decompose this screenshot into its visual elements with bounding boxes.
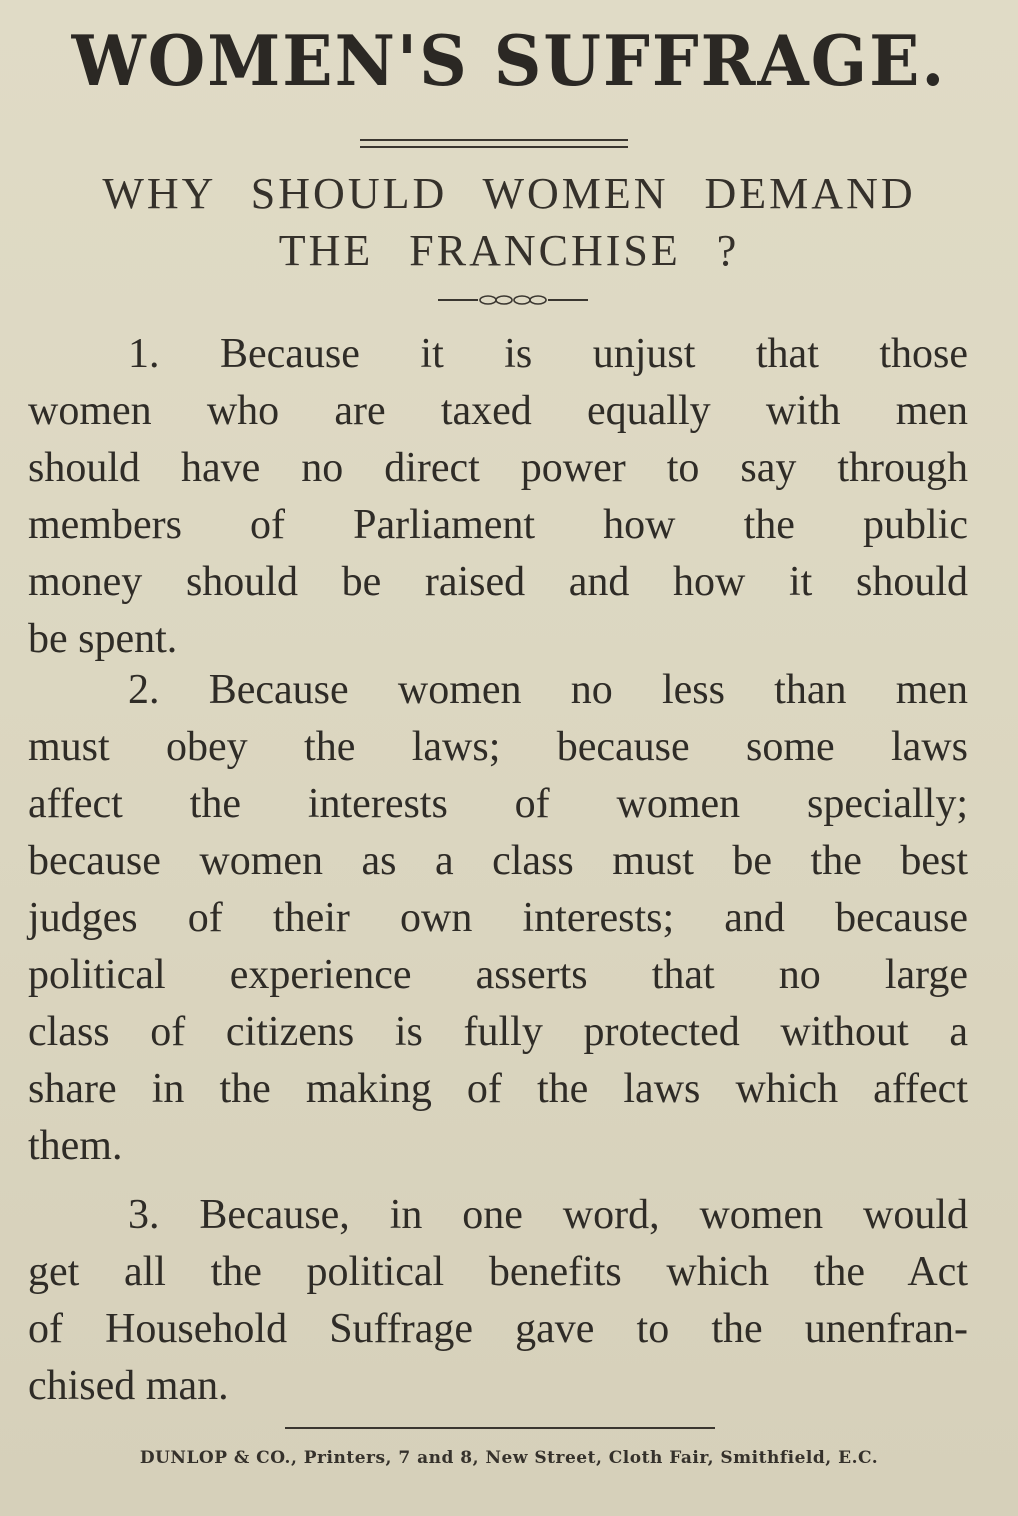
paragraph-line: members of Parliament how the public — [28, 502, 968, 548]
paragraph-1 — [28, 326, 968, 668]
double-rule-divider — [360, 139, 628, 148]
paragraph-line: 1. Because it is unjust that those — [128, 331, 968, 377]
subtitle-line-2: THE FRANCHISE ? — [278, 226, 740, 275]
paragraph-line: judges of their own interests; and because — [28, 895, 968, 941]
paragraph-line: 3. Because, in one word, women would — [128, 1192, 968, 1238]
paragraph-line: of Household Suffrage gave to the unenfran- — [28, 1306, 968, 1352]
footer-rule — [285, 1427, 715, 1429]
paragraph-line: be spent. — [28, 616, 178, 662]
paragraph-line: because women as a class must be the best — [28, 838, 968, 884]
paragraph-2 — [28, 662, 968, 1175]
paragraph-line: get all the political benefits which the Act — [28, 1249, 968, 1295]
paragraph-line: chised man. — [28, 1363, 229, 1409]
leaflet-title: WOMEN'S SUFFRAGE. — [71, 20, 947, 102]
ornament-divider-icon — [438, 292, 588, 308]
paragraph-line: political experience asserts that no large — [28, 952, 968, 998]
paragraph-line: money should be raised and how it should — [28, 559, 968, 605]
paragraph-line: 2. Because women no less than men — [128, 667, 968, 713]
paragraph-line: should have no direct power to say through — [28, 445, 968, 491]
paragraph-line: affect the interests of women specially; — [28, 781, 968, 827]
paragraph-line: share in the making of the laws which affect — [28, 1066, 968, 1112]
paragraph-line: must obey the laws; because some laws — [28, 724, 968, 770]
paragraph-line: women who are taxed equally with men — [28, 388, 968, 434]
paragraph-3 — [28, 1187, 968, 1415]
paragraph-line: class of citizens is fully protected without a — [28, 1009, 968, 1055]
printer-imprint: DUNLOP & CO., Printers, 7 and 8, New Street, Cloth Fair, Smithfield, E.C. — [139, 1448, 879, 1468]
paragraph-line: them. — [28, 1123, 123, 1169]
subtitle-line-1: WHY SHOULD WOMEN DEMAND — [102, 169, 916, 218]
